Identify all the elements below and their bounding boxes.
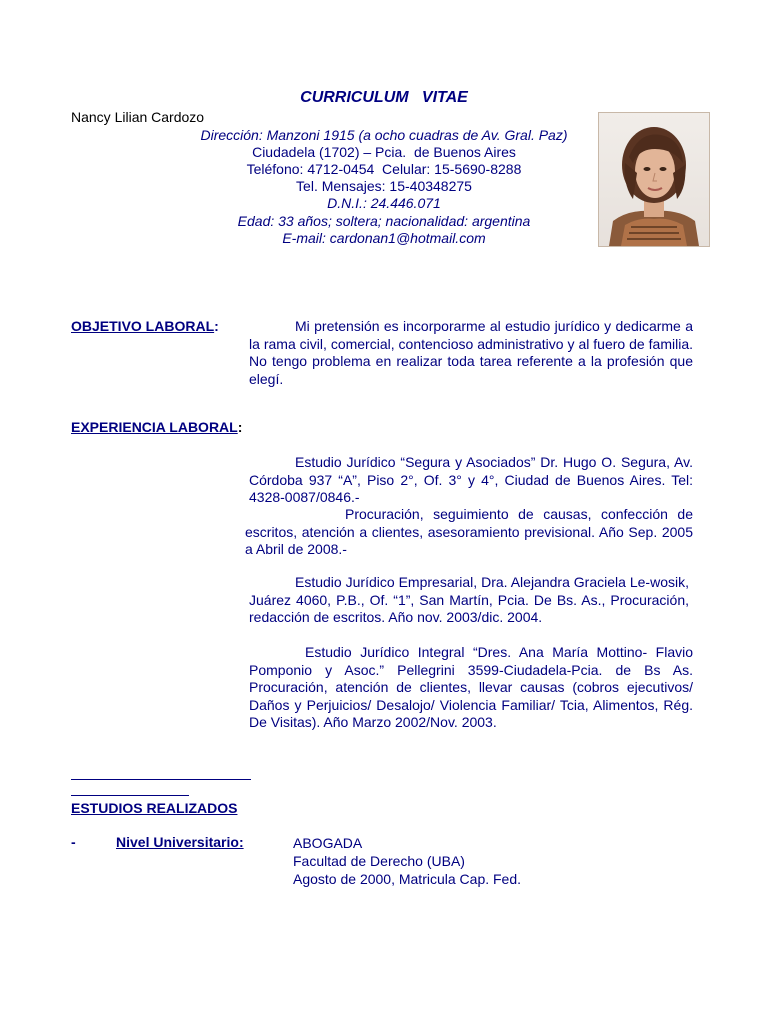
dni-line: D.N.I.: 24.446.071 xyxy=(327,195,441,211)
education-bullet: - xyxy=(71,834,76,850)
section-divider xyxy=(71,779,251,780)
experience-heading: EXPERIENCIA LABORAL: xyxy=(71,419,243,435)
document-title: CURRICULUM VITAE xyxy=(300,89,468,106)
section-divider-short xyxy=(71,795,189,796)
education-heading: ESTUDIOS REALIZADOS xyxy=(71,800,238,816)
phone-line: Teléfono: 4712-0454 Celular: 15-5690-8288 xyxy=(246,161,522,177)
experience-entry-1-tasks: Procuración, seguimiento de causas, confección de escritos, atención a clientes, asesoramiento previsional. Año Sep. 2005 a Abril de 2008.- xyxy=(245,506,693,557)
candidate-name: Nancy Lilian Cardozo xyxy=(71,109,205,125)
objective-text: Mi pretensión es incorporarme al estudio jurídico y dedicarme a la rama civil, comercial, contencioso administrativo y al fuero de familia. No tengo problema en realizar toda tarea referente a la profesión que elegí. xyxy=(249,318,693,387)
city-line: Ciudadela (1702) – Pcia. de Buenos Aires xyxy=(252,144,516,160)
experience-entry-1-employer: Estudio Jurídico “Segura y Asociados” Dr. Hugo O. Segura, Av. Córdoba 937 “A”, Piso 2°, Of. 3° y 4°, Ciudad de Buenos Aires. Tel: 4328-0087/0846.- xyxy=(249,454,693,505)
profile-photo xyxy=(598,112,710,247)
education-level-label: Nivel Universitario: xyxy=(116,834,244,850)
personal-info-line: Edad: 33 años; soltera; nacionalidad: argentina xyxy=(237,213,531,229)
messages-line: Tel. Mensajes: 15-40348275 xyxy=(296,178,472,194)
address-line: Dirección: Manzoni 1915 (a ocho cuadras de Av. Gral. Paz) xyxy=(200,127,568,143)
education-date: Agosto de 2000, Matricula Cap. Fed. xyxy=(293,871,522,887)
experience-entry-3: Estudio Jurídico Integral “Dres. Ana María Mottino- Flavio Pomponio y Asoc.” Pellegrini 3599-Ciudadela-Pcia. de Bs As. Procuración, atención de clientes, llevar causas (cobros ejecutivos/ Daños y Perjuicios/ Desalojo/ Violencia Familiar/ Tcia, Alimentos, Rég. De Visitas). Año Marzo 2002/Nov. 2003. xyxy=(249,644,693,730)
email-line: E-mail: cardonan1@hotmail.com xyxy=(282,230,486,246)
objective-heading: OBJETIVO LABORAL: xyxy=(71,318,219,334)
education-institution: Facultad de Derecho (UBA) xyxy=(293,853,465,869)
experience-entry-2: Estudio Jurídico Empresarial, Dra. Alejandra Graciela Le-wosik, Juárez 4060, P.B., Of. “1”, San Martín, Pcia. De Bs. As., Procuración, redacción de escritos. Año nov. 2003/dic. 2004. xyxy=(249,574,689,625)
education-degree: ABOGADA xyxy=(293,835,363,851)
